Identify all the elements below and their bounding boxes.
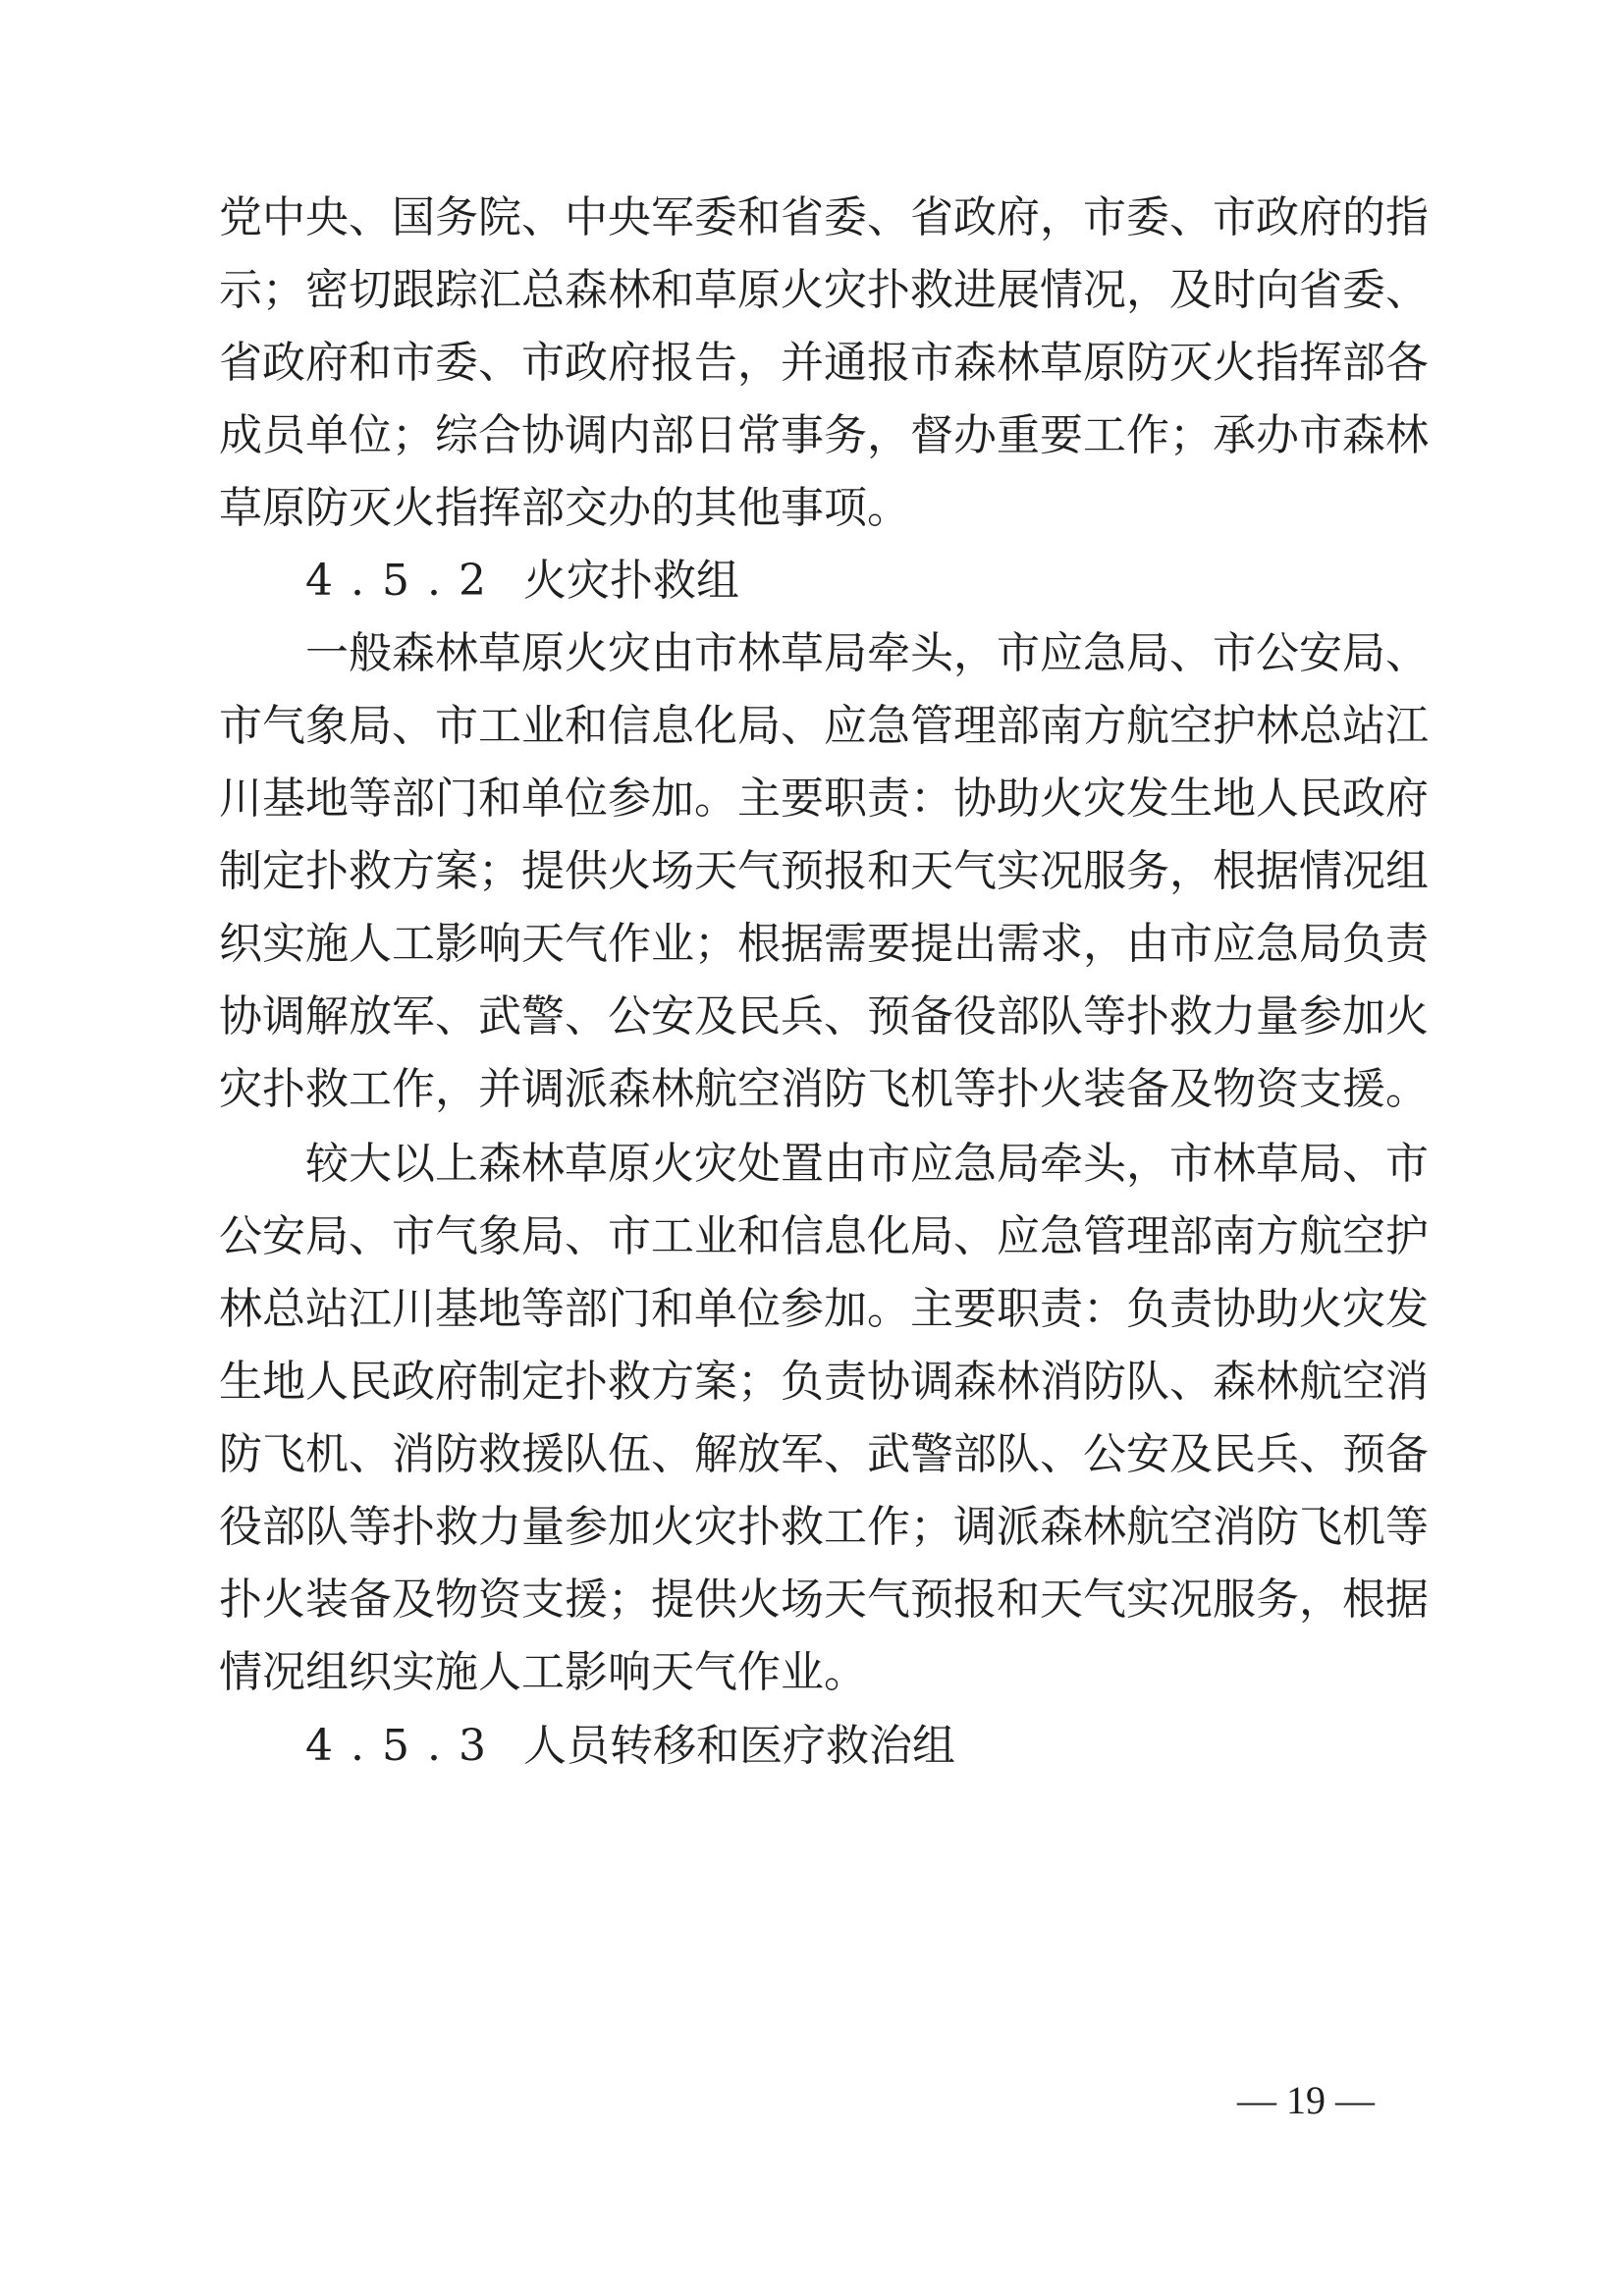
text-line: 成员单位；综合协调内部日常事务，督办重要工作；承办市森林 bbox=[219, 410, 1429, 460]
text-line: 林总站江川基地等部门和单位参加。主要职责：负责协助火灾发 bbox=[219, 1284, 1429, 1334]
text-line: 扑火装备及物资支援；提供火场天气预报和天气实况服务，根据 bbox=[219, 1575, 1429, 1625]
text-line: 协调解放军、武警、公安及民兵、预备役部队等扑救力量参加火 bbox=[219, 991, 1429, 1041]
text-line: 制定扑救方案；提供火场天气预报和天气实况服务，根据情况组 bbox=[219, 846, 1429, 896]
section-number: 4.5.3 bbox=[305, 1721, 504, 1771]
text-line: 市气象局、市工业和信息化局、应急管理部南方航空护林总站江 bbox=[219, 701, 1429, 751]
text-line: 川基地等部门和单位参加。主要职责：协助火灾发生地人民政府 bbox=[219, 774, 1429, 824]
text-line: 役部队等扑救力量参加火灾扑救工作；调派森林航空消防飞机等 bbox=[219, 1502, 1429, 1552]
page-number: — 19 — bbox=[1237, 2078, 1375, 2122]
section-title: 人员转移和医疗救治组 bbox=[522, 1721, 955, 1771]
section-title: 火灾扑救组 bbox=[522, 556, 739, 606]
section-heading bbox=[305, 1702, 955, 1790]
text-line: 生地人民政府制定扑救方案；负责协调森林消防队、森林航空消 bbox=[219, 1357, 1429, 1407]
text-line: 公安局、市气象局、市工业和信息化局、应急管理部南方航空护 bbox=[219, 1211, 1429, 1261]
text-line: 省政府和市委、市政府报告，并通报市森林草原防灭火指挥部各 bbox=[219, 338, 1429, 388]
text-line: 情况组织实施人工影响天气作业。 bbox=[219, 1647, 867, 1697]
text-line: 较大以上森林草原火灾处置由市应急局牵头，市林草局、市 bbox=[305, 1139, 1429, 1189]
text-line: 草原防灭火指挥部交办的其他事项。 bbox=[219, 483, 910, 533]
text-line: 织实施人工影响天气作业；根据需要提出需求，由市应急局负责 bbox=[219, 919, 1429, 969]
section-number: 4.5.2 bbox=[305, 556, 504, 606]
text-line: 一般森林草原火灾由市林草局牵头，市应急局、市公安局、 bbox=[305, 628, 1429, 678]
text-line: 防飞机、消防救援队伍、解放军、武警部队、公安及民兵、预备 bbox=[219, 1429, 1429, 1479]
text-line: 党中央、国务院、中央军委和省委、省政府，市委、市政府的指 bbox=[219, 192, 1429, 242]
text-line: 灾扑救工作，并调派森林航空消防飞机等扑火装备及物资支援。 bbox=[219, 1064, 1429, 1114]
text-line: 示；密切跟踪汇总森林和草原火灾扑救进展情况，及时向省委、 bbox=[219, 265, 1429, 315]
